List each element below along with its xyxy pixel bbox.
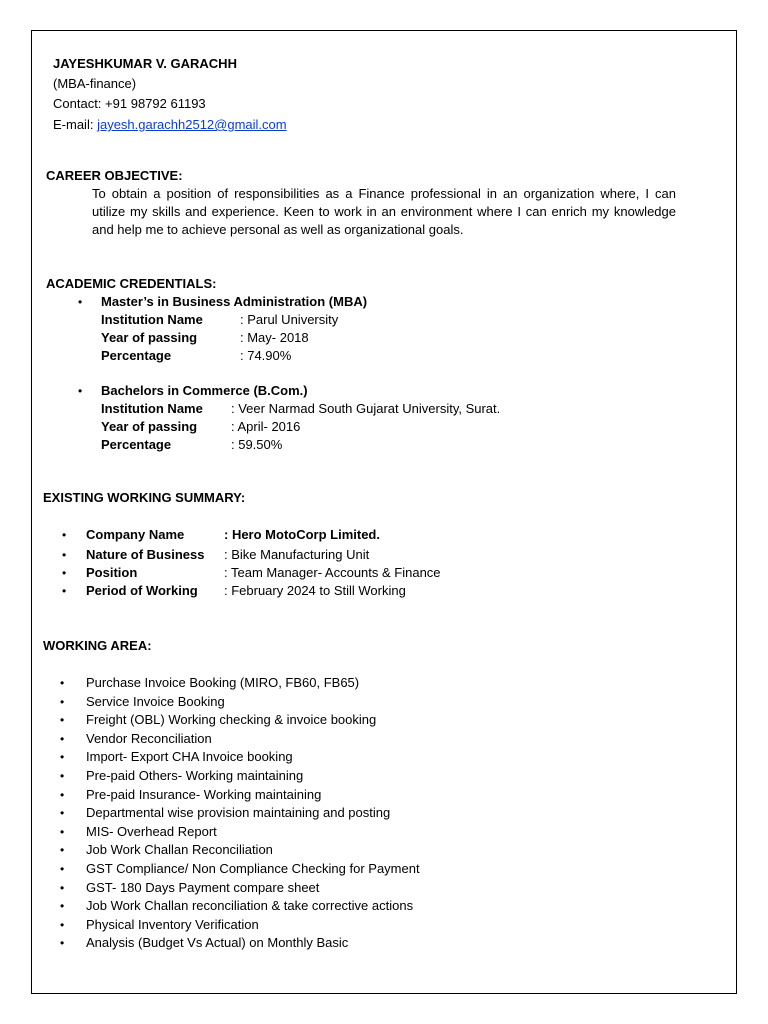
position-value: : Team Manager- Accounts & Finance: [224, 565, 441, 580]
percentage-label: Percentage: [101, 348, 172, 363]
list-item-text: Vendor Reconciliation: [86, 730, 212, 746]
company-name-label: Company Name: [86, 527, 185, 542]
list-item-text: Physical Inventory Verification: [86, 916, 259, 932]
list-item: [60, 823, 420, 842]
bullet-icon: •: [60, 824, 65, 839]
list-item: [60, 730, 420, 749]
list-item-text: Freight (OBL) Working checking & invoice booking: [86, 712, 377, 728]
list-item-text: Job Work Challan Reconciliation: [86, 842, 273, 858]
list-item: [60, 897, 420, 916]
percentage-label: Percentage: [101, 437, 172, 452]
list-item-text: Import- Export CHA Invoice booking: [86, 749, 293, 765]
career-objective-heading: CAREER OBJECTIVE:: [46, 168, 183, 183]
list-item: [60, 860, 420, 879]
bullet-icon: •: [62, 584, 67, 598]
email-label: E-mail:: [53, 117, 94, 132]
bullet-icon: •: [60, 880, 65, 895]
bullet-icon: •: [60, 676, 65, 690]
period-of-working-value: : February 2024 to Still Working: [224, 583, 406, 598]
list-item-text: GST- 180 Days Payment compare sheet: [86, 879, 320, 895]
nature-of-business-label: Nature of Business: [86, 547, 205, 562]
list-item: [60, 916, 420, 935]
list-item-text: Departmental wise provision maintaining and posting: [86, 805, 391, 821]
bullet-icon: •: [78, 384, 83, 398]
bullet-icon: •: [60, 917, 65, 932]
list-item-text: MIS- Overhead Report: [86, 823, 217, 839]
year-label: Year of passing: [101, 419, 198, 434]
email-line: [53, 116, 287, 134]
bullet-icon: •: [60, 768, 65, 783]
degree-title: Master’s in Business Administration (MBA): [101, 294, 368, 309]
working-area-heading: WORKING AREA:: [43, 638, 152, 653]
list-item: [60, 711, 420, 730]
academic-heading: ACADEMIC CREDENTIALS:: [46, 276, 217, 291]
contact-label: Contact:: [53, 96, 102, 111]
candidate-name: JAYESHKUMAR V. GARACHH: [53, 56, 237, 71]
list-item-text: Service Invoice Booking: [86, 693, 225, 709]
bullet-icon: •: [60, 806, 65, 821]
list-item-text: Analysis (Budget Vs Actual) on Monthly Basic: [86, 935, 349, 951]
bullet-icon: •: [78, 295, 83, 309]
bullet-icon: •: [60, 713, 65, 728]
list-item: [60, 879, 420, 898]
list-item: [60, 693, 420, 712]
contact-value: +91 98792 61193: [105, 96, 206, 111]
position-label: Position: [86, 565, 138, 580]
career-objective-text: To obtain a position of responsibilities as a Finance professional in an organization where, I can utilize my skills and experience. Keen to work in an environment where I can enrich my knowledge and help me to achieve personal as well as organizational goals.: [92, 186, 676, 237]
list-item: [60, 674, 420, 693]
list-item-text: Purchase Invoice Booking (MIRO, FB60, FB65): [86, 675, 360, 690]
year-label: Year of passing: [101, 330, 198, 345]
email-link[interactable]: jayesh.garachh2512@gmail.com: [97, 117, 287, 132]
list-item-text: Pre-paid Insurance- Working maintaining: [86, 786, 322, 802]
list-item: [60, 934, 420, 953]
bullet-icon: •: [60, 843, 65, 858]
degree-title: Bachelors in Commerce (B.Com.): [101, 383, 308, 398]
institution-value: : Parul University: [240, 312, 339, 327]
list-item: [60, 786, 420, 805]
institution-value: : Veer Narmad South Gujarat University, Surat.: [231, 401, 501, 416]
list-item: [60, 767, 420, 786]
bullet-icon: •: [60, 861, 65, 876]
bullet-icon: •: [62, 528, 67, 542]
bullet-icon: •: [62, 548, 67, 562]
list-item-text: GST Compliance/ Non Compliance Checking for Payment: [86, 860, 420, 876]
contact-line: [53, 95, 206, 113]
year-value: : May- 2018: [240, 330, 309, 345]
list-item: [60, 748, 420, 767]
period-of-working-label: Period of Working: [86, 583, 198, 598]
institution-label: Institution Name: [101, 401, 203, 416]
working-summary-heading: EXISTING WORKING SUMMARY:: [43, 490, 246, 505]
bullet-icon: •: [60, 731, 65, 746]
bullet-icon: •: [60, 750, 65, 765]
year-value: : April- 2016: [231, 419, 301, 434]
working-area-list: [60, 674, 420, 953]
list-item: [60, 841, 420, 860]
bullet-icon: •: [60, 936, 65, 951]
company-name-value: : Hero MotoCorp Limited.: [224, 527, 380, 542]
bullet-icon: •: [60, 899, 65, 914]
bullet-icon: •: [60, 787, 65, 802]
institution-label: Institution Name: [101, 312, 203, 327]
list-item-text: Pre-paid Others- Working maintaining: [86, 767, 304, 783]
percentage-value: : 74.90%: [240, 348, 292, 363]
qualification: (MBA-finance): [53, 76, 137, 91]
bullet-icon: •: [60, 694, 65, 709]
percentage-value: : 59.50%: [231, 437, 283, 452]
list-item-text: Job Work Challan reconciliation & take corrective actions: [86, 898, 414, 914]
bullet-icon: •: [62, 566, 67, 580]
list-item: [60, 804, 420, 823]
nature-of-business-value: : Bike Manufacturing Unit: [224, 547, 370, 562]
